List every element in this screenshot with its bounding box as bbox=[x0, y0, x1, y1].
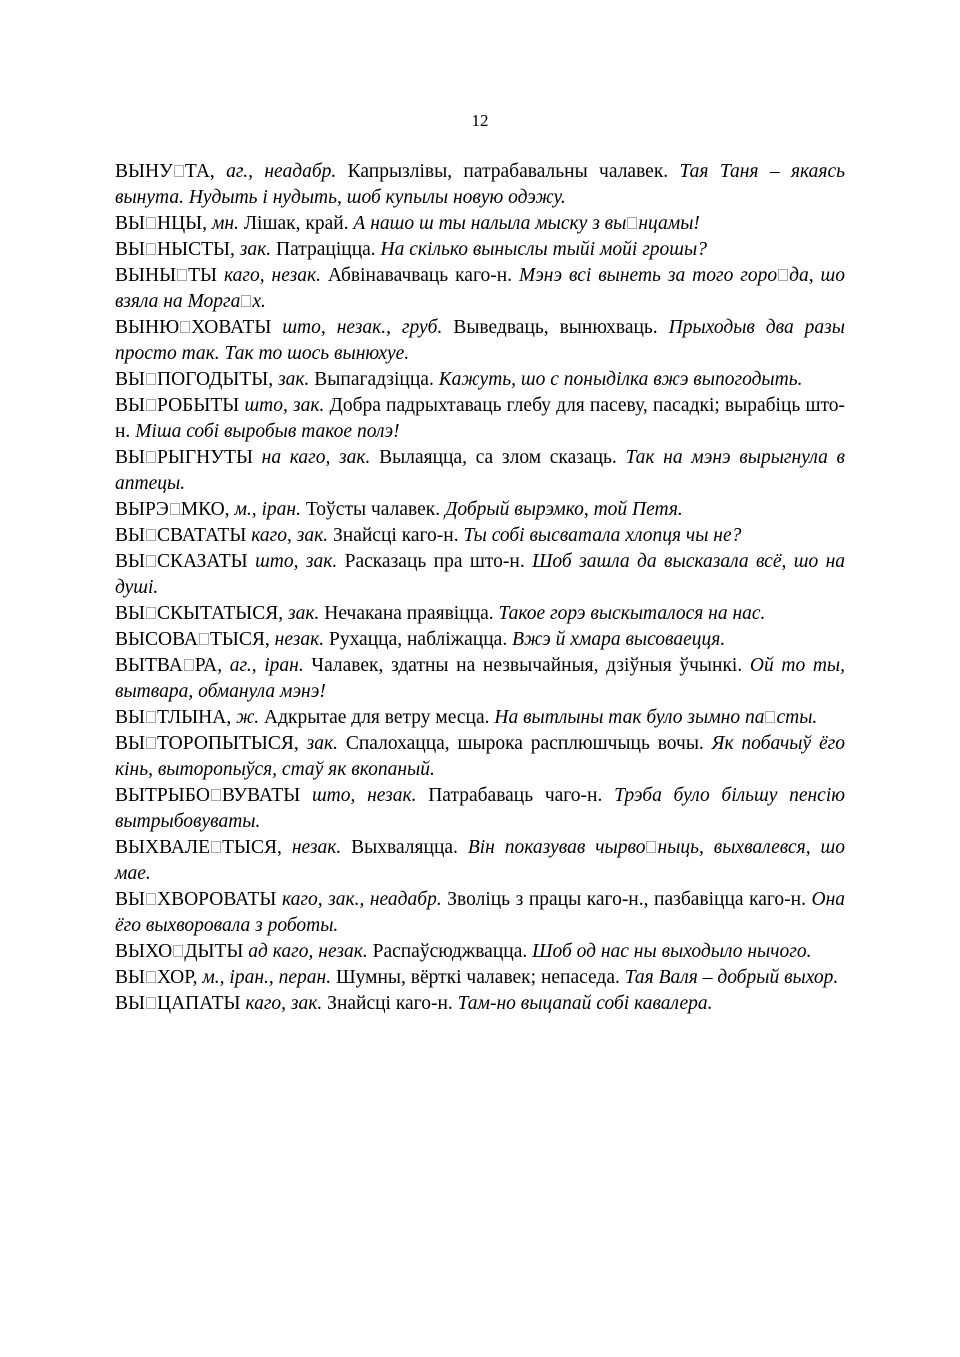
missing-glyph-box bbox=[146, 607, 156, 619]
missing-glyph-box bbox=[765, 711, 775, 723]
entry-grammar-label: м., іран. bbox=[234, 499, 306, 520]
dictionary-entries bbox=[115, 159, 845, 1017]
entry-grammar-label: аг., іран. bbox=[229, 655, 312, 676]
entry-definition: Патрабаваць чаго-н. bbox=[428, 785, 615, 806]
dictionary-entry bbox=[115, 393, 845, 445]
missing-glyph-box bbox=[146, 399, 156, 411]
missing-glyph-box bbox=[146, 529, 156, 541]
dictionary-entry bbox=[115, 211, 845, 237]
dictionary-entry bbox=[115, 601, 845, 627]
entry-definition: Патраціцца. bbox=[276, 239, 381, 260]
entry-definition: Выхваляцца. bbox=[351, 837, 468, 858]
dictionary-entry bbox=[115, 783, 845, 835]
entry-definition: Нечакана праявіцца. bbox=[324, 603, 499, 624]
missing-glyph-box bbox=[211, 841, 221, 853]
entry-grammar-label: на каго, зак. bbox=[261, 447, 380, 468]
entry-definition: Добра падрыхтаваць глебу для пасеву, пасадкі; вырабіць што-н. bbox=[115, 395, 845, 442]
entry-headword: ВЫ ТЛЫНА, bbox=[115, 707, 237, 728]
entry-headword: ВЫСОВА ТЫСЯ, bbox=[115, 629, 275, 650]
missing-glyph-box bbox=[146, 451, 156, 463]
dictionary-entry bbox=[115, 159, 845, 211]
entry-headword: ВЫ СВАТАТЫ bbox=[115, 525, 252, 546]
entry-headword: ВЫ РЫГНУТЫ bbox=[115, 447, 262, 468]
entry-headword: ВЫ ПОГОДЫТЫ, bbox=[115, 369, 279, 390]
entry-example: Шоб од нас ны выходыло нычого. bbox=[532, 941, 812, 962]
entry-example: Шоб зашла да высказала всё, шо на душі. bbox=[115, 551, 845, 598]
entry-definition: Знайсці каго-н. bbox=[327, 993, 458, 1014]
entry-grammar-label: што, зак. bbox=[244, 395, 330, 416]
missing-glyph-box bbox=[199, 633, 209, 645]
entry-headword: ВЫНЫ ТЫ bbox=[115, 265, 224, 286]
dictionary-entry bbox=[115, 523, 845, 549]
entry-definition: Тоўсты чалавек. bbox=[305, 499, 445, 520]
entry-headword: ВЫ НЫСТЫ, bbox=[115, 239, 240, 260]
entry-definition: Расказаць пра што-н. bbox=[344, 551, 533, 572]
entry-grammar-label: што, незак., груб. bbox=[282, 317, 454, 338]
dictionary-entry bbox=[115, 367, 845, 393]
entry-headword: ВЫНЮ ХОВАТЫ bbox=[115, 317, 283, 338]
entry-grammar-label: незак. bbox=[291, 837, 352, 858]
entry-grammar-label: што, зак. bbox=[255, 551, 345, 572]
entry-headword: ВЫ ЦАПАТЫ bbox=[115, 993, 246, 1014]
entry-definition: Чалавек, здатны на незвычайныя, дзіўныя ўчынкі. bbox=[311, 655, 750, 676]
missing-glyph-box bbox=[146, 997, 156, 1009]
entry-grammar-label: каго, зак. bbox=[251, 525, 334, 546]
entry-grammar-label: каго, незак. bbox=[223, 265, 328, 286]
dictionary-entry bbox=[115, 445, 845, 497]
entry-grammar-label: каго, зак. bbox=[245, 993, 328, 1014]
entry-headword: ВЫ НЦЫ, bbox=[115, 213, 212, 234]
missing-glyph-box bbox=[646, 841, 656, 853]
dictionary-entry bbox=[115, 991, 845, 1017]
missing-glyph-box bbox=[146, 217, 156, 229]
entry-grammar-label: зак. bbox=[288, 603, 325, 624]
entry-grammar-label: аг., неадабр. bbox=[226, 161, 348, 182]
dictionary-entry bbox=[115, 887, 845, 939]
entry-definition: Выпагадзіцца. bbox=[314, 369, 439, 390]
entry-example: Тая Валя – добрый выхор. bbox=[624, 967, 839, 988]
entry-headword: ВЫТВА РА, bbox=[115, 655, 230, 676]
missing-glyph-box bbox=[174, 165, 184, 177]
entry-example: На вытлыны так було зымно па сты. bbox=[494, 707, 818, 728]
entry-grammar-label: ж. bbox=[236, 707, 264, 728]
entry-example: А нашо ш ты налыла мыску з вы нцамы! bbox=[353, 213, 700, 234]
entry-definition: Капрызлівы, патрабавальны чалавек. bbox=[347, 161, 680, 182]
missing-glyph-box bbox=[146, 893, 156, 905]
entry-definition: Распаўсюджвацца. bbox=[372, 941, 533, 962]
entry-example: Добрый вырэмко, той Петя. bbox=[444, 499, 683, 520]
entry-headword: ВЫХВАЛЕ ТЫСЯ, bbox=[115, 837, 292, 858]
entry-definition: Шумны, вёрткі чалавек; непаседа. bbox=[335, 967, 625, 988]
entry-headword: ВЫ РОБЫТЫ bbox=[115, 395, 245, 416]
entry-grammar-label: зак. bbox=[278, 369, 315, 390]
dictionary-entry bbox=[115, 731, 845, 783]
entry-grammar-label: каго, зак., неадабр. bbox=[281, 889, 448, 910]
dictionary-entry bbox=[115, 965, 845, 991]
missing-glyph-box bbox=[173, 945, 183, 957]
entry-headword: ВЫХО ДЫТЫ bbox=[115, 941, 249, 962]
entry-example: Такое горэ выскыталося на нас. bbox=[498, 603, 766, 624]
entry-example: Трэба було більшу пенсію вытрыбовуваты. bbox=[115, 785, 846, 832]
entry-definition: Абвінавачваць каго-н. bbox=[327, 265, 519, 286]
entry-headword: ВЫНУ ТА, bbox=[115, 161, 227, 182]
entry-example: Ты собі высватала хлопця чы не? bbox=[463, 525, 742, 546]
dictionary-entry bbox=[115, 705, 845, 731]
dictionary-entry bbox=[115, 939, 845, 965]
entry-headword: ВЫ ТОРОПЫТЫСЯ, bbox=[115, 733, 307, 754]
entry-definition: Выведваць, вынюхваць. bbox=[453, 317, 669, 338]
missing-glyph-box bbox=[146, 971, 156, 983]
entry-headword: ВЫ ХОР, bbox=[115, 967, 203, 988]
missing-glyph-box bbox=[180, 321, 190, 333]
dictionary-entry bbox=[115, 627, 845, 653]
entry-example: Там-но выцапай собі кавалера. bbox=[457, 993, 713, 1014]
entry-definition: Лішак, край. bbox=[243, 213, 354, 234]
missing-glyph-box bbox=[146, 555, 156, 567]
missing-glyph-box bbox=[211, 789, 221, 801]
missing-glyph-box bbox=[184, 659, 194, 671]
entry-grammar-label: зак. bbox=[306, 733, 346, 754]
entry-definition: Вылаяцца, са злом сказаць. bbox=[379, 447, 626, 468]
entry-example: Прыходыв два разы просто так. Так то шось вынюхуе. bbox=[115, 317, 845, 364]
page-number: 12 bbox=[471, 111, 489, 130]
entry-grammar-label: м., іран., перан. bbox=[202, 967, 336, 988]
dictionary-entry bbox=[115, 549, 845, 601]
entry-headword: ВЫ ХВОРОВАТЫ bbox=[115, 889, 282, 910]
entry-grammar-label: мн. bbox=[211, 213, 244, 234]
entry-grammar-label: незак. bbox=[274, 629, 329, 650]
missing-glyph-box bbox=[627, 217, 637, 229]
entry-example: Тая Таня – якаясь вынута. Нудыть і нудыть, шоб купылы новую одэжу. bbox=[115, 161, 845, 208]
entry-example: Міша собі выробыв такое полэ! bbox=[135, 421, 400, 442]
missing-glyph-box bbox=[146, 737, 156, 749]
entry-example: Мэнэ всі вынеть за того горо да, шо взяла на Морга х. bbox=[115, 265, 846, 312]
entry-example: Так на мэнэ вырыгнула в аптецы. bbox=[115, 447, 845, 494]
entry-example: Кажуть, шо с поныділка вжэ выпогодыть. bbox=[438, 369, 803, 390]
entry-example: Вжэ й хмара высоваецця. bbox=[512, 629, 726, 650]
entry-example: На скілько выныслы тыйі мойі грошы? bbox=[380, 239, 707, 260]
dictionary-entry bbox=[115, 835, 845, 887]
entry-grammar-label: зак. bbox=[239, 239, 277, 260]
entry-headword: ВЫ СКАЗАТЫ bbox=[115, 551, 256, 572]
entry-example: Він показував чырво ныць, выхвалевся, шо мае. bbox=[115, 837, 845, 884]
missing-glyph-box bbox=[170, 503, 180, 515]
entry-example: Она ёго выхворовала з роботы. bbox=[115, 889, 846, 936]
entry-headword: ВЫ СКЫТАТЫСЯ, bbox=[115, 603, 289, 624]
entry-grammar-label: ад каго, незак. bbox=[248, 941, 373, 962]
entry-definition: Адкрытае для ветру месца. bbox=[264, 707, 495, 728]
entry-definition: Рухацца, набліжацца. bbox=[328, 629, 513, 650]
dictionary-entry bbox=[115, 315, 845, 367]
missing-glyph-box bbox=[177, 269, 187, 281]
missing-glyph-box bbox=[241, 295, 251, 307]
missing-glyph-box bbox=[778, 269, 788, 281]
missing-glyph-box bbox=[146, 373, 156, 385]
entry-headword: ВЫРЭ МКО, bbox=[115, 499, 235, 520]
entry-example: Як побачыў ёго кінь, выторопыўся, стаў як вкопаный. bbox=[115, 733, 845, 780]
entry-definition: Спалохацца, шырока расплюшчыць вочы. bbox=[345, 733, 712, 754]
dictionary-entry bbox=[115, 263, 845, 315]
entry-grammar-label: што, незак. bbox=[311, 785, 429, 806]
entry-definition: Знайсці каго-н. bbox=[333, 525, 464, 546]
dictionary-entry bbox=[115, 497, 845, 523]
entry-headword: ВЫТРЫБО ВУВАТЫ bbox=[115, 785, 312, 806]
dictionary-entry bbox=[115, 653, 845, 705]
entry-definition: Зволіць з працы каго-н., пазбавіцца каго-н. bbox=[447, 889, 812, 910]
missing-glyph-box bbox=[146, 711, 156, 723]
dictionary-entry bbox=[115, 237, 845, 263]
entry-example: Ой то ты, вытвара, обманула мэнэ! bbox=[115, 655, 846, 702]
missing-glyph-box bbox=[146, 243, 156, 255]
